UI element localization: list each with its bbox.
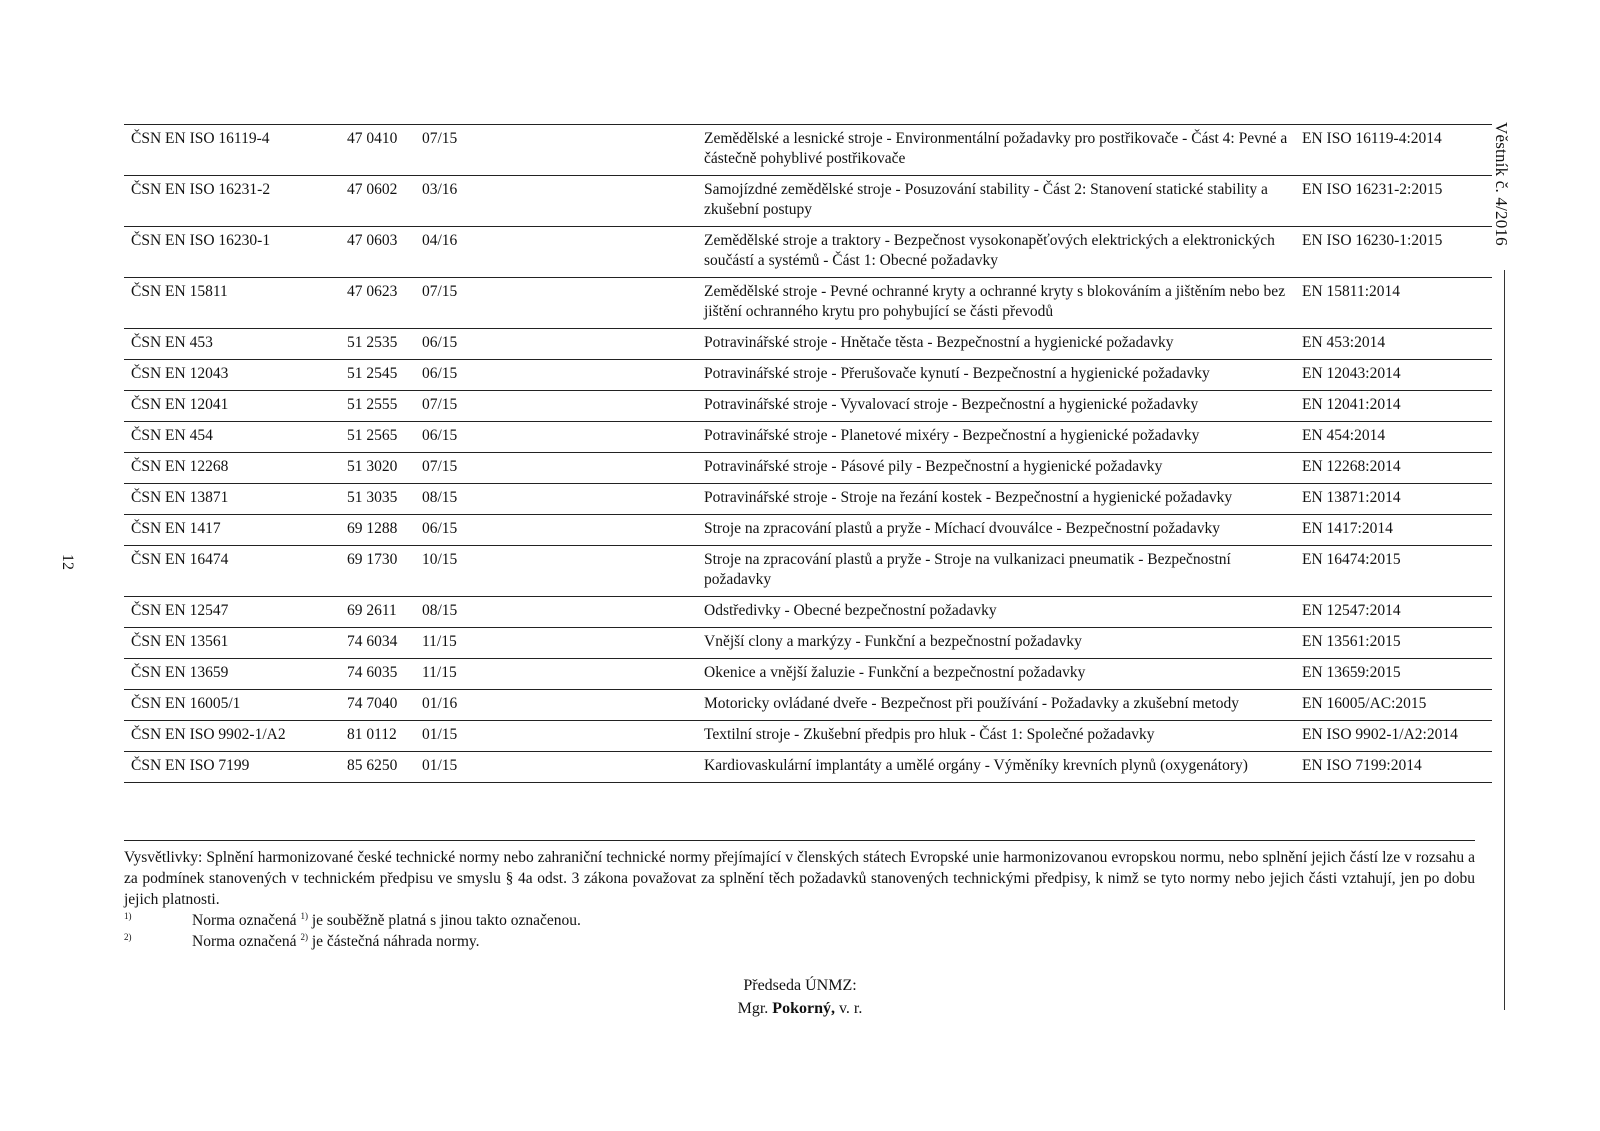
table-row — [124, 360, 1492, 391]
classification-cell: 51 3035 — [347, 484, 422, 515]
date-cell: 01/15 — [422, 721, 704, 752]
title-cell: Stroje na zpracování plastů a pryže - Stroje na vulkanizaci pneumatik - Bezpečnostní požadavky — [704, 546, 1302, 597]
margin-rule — [1504, 270, 1505, 1010]
csn-number-cell: ČSN EN 1417 — [124, 515, 347, 546]
table-row — [124, 752, 1492, 783]
table-row — [124, 227, 1492, 278]
csn-number-cell: ČSN EN 13659 — [124, 659, 347, 690]
title-cell: Zemědělské stroje a traktory - Bezpečnost vysokonapěťových elektrických a elektronických součástí a systémů - Část 1: Obecné požadavky — [704, 227, 1302, 278]
csn-number-cell: ČSN EN 12547 — [124, 597, 347, 628]
title-cell: Potravinářské stroje - Hnětače těsta - Bezpečnostní a hygienické požadavky — [704, 329, 1302, 360]
title-cell: Textilní stroje - Zkušební předpis pro hluk - Část 1: Společné požadavky — [704, 721, 1302, 752]
date-cell: 06/15 — [422, 360, 704, 391]
title-cell: Kardiovaskulární implantáty a umělé orgány - Výměníky krevních plynů (oxygenátory) — [704, 752, 1302, 783]
classification-cell: 69 1288 — [347, 515, 422, 546]
date-cell: 11/15 — [422, 628, 704, 659]
classification-cell: 81 0112 — [347, 721, 422, 752]
table-row — [124, 176, 1492, 227]
date-cell: 08/15 — [422, 597, 704, 628]
en-standard-cell: EN 13659:2015 — [1302, 659, 1492, 690]
classification-cell: 51 2545 — [347, 360, 422, 391]
signature-name-line — [650, 997, 950, 1020]
footnote-2 — [124, 931, 1475, 952]
explanation-text: Vysvětlivky: Splnění harmonizované české technické normy nebo zahraniční technické normy přejímající v členských státech Evropské unie harmonizovanou evropskou normu, nebo splnění jejich částí lze v rozsahu a za podmínek stanovených v technickém předpisu ve smyslu § 4a odst. 3 zákona považovat za splnění těch požadavků stanovených technickými předpisy, k nimž se tyto normy nebo jejich části vztahují, jen po dobu jejich platnosti. — [124, 849, 1475, 908]
date-cell: 06/15 — [422, 422, 704, 453]
table-row — [124, 278, 1492, 329]
date-cell: 07/15 — [422, 278, 704, 329]
en-standard-cell: EN 16474:2015 — [1302, 546, 1492, 597]
footnote-text — [192, 931, 480, 952]
signature-suffix: v. r. — [838, 1000, 863, 1017]
date-cell: 03/16 — [422, 176, 704, 227]
table-row — [124, 546, 1492, 597]
csn-number-cell: ČSN EN 13561 — [124, 628, 347, 659]
footnote-text-after: je souběžně platná s jinou takto označenou. — [311, 912, 581, 929]
table-row — [124, 125, 1492, 176]
classification-cell: 74 6034 — [347, 628, 422, 659]
csn-number-cell: ČSN EN 13871 — [124, 484, 347, 515]
en-standard-cell: EN 13561:2015 — [1302, 628, 1492, 659]
classification-cell: 51 2565 — [347, 422, 422, 453]
footnote-sup: 2) — [300, 932, 308, 942]
date-cell: 01/15 — [422, 752, 704, 783]
page-number: 12 — [59, 554, 76, 570]
title-cell: Motoricky ovládané dveře - Bezpečnost při používání - Požadavky a zkušební metody — [704, 690, 1302, 721]
csn-number-cell: ČSN EN ISO 9902-1/A2 — [124, 721, 347, 752]
classification-cell: 85 6250 — [347, 752, 422, 783]
title-cell: Samojízdné zemědělské stroje - Posuzování stability - Část 2: Stanovení statické stability a zkušební postupy — [704, 176, 1302, 227]
en-standard-cell: EN 15811:2014 — [1302, 278, 1492, 329]
csn-number-cell: ČSN EN ISO 16119-4 — [124, 125, 347, 176]
en-standard-cell: EN 12268:2014 — [1302, 453, 1492, 484]
classification-cell: 74 6035 — [347, 659, 422, 690]
signature-role: Předseda ÚNMZ: — [743, 977, 857, 994]
en-standard-cell: EN ISO 16119-4:2014 — [1302, 125, 1492, 176]
en-standard-cell: EN ISO 16231-2:2015 — [1302, 176, 1492, 227]
en-standard-cell: EN ISO 7199:2014 — [1302, 752, 1492, 783]
date-cell: 06/15 — [422, 515, 704, 546]
en-standard-cell: EN 13871:2014 — [1302, 484, 1492, 515]
footnote-mark: 1) — [124, 911, 132, 921]
classification-cell: 47 0410 — [347, 125, 422, 176]
en-standard-cell: EN ISO 16230-1:2015 — [1302, 227, 1492, 278]
date-cell: 08/15 — [422, 484, 704, 515]
table-row — [124, 329, 1492, 360]
date-cell: 01/16 — [422, 690, 704, 721]
title-cell: Odstředivky - Obecné bezpečnostní požadavky — [704, 597, 1302, 628]
classification-cell: 51 2555 — [347, 391, 422, 422]
footnote-text-before: Norma označená — [192, 933, 297, 950]
title-cell: Potravinářské stroje - Vyvalovací stroje - Bezpečnostní a hygienické požadavky — [704, 391, 1302, 422]
journal-title: Věstník č. 4/2016 — [1492, 122, 1511, 246]
footnote-1 — [124, 910, 1475, 931]
table-row — [124, 453, 1492, 484]
table-row — [124, 597, 1492, 628]
csn-number-cell: ČSN EN 16474 — [124, 546, 347, 597]
date-cell: 07/15 — [422, 391, 704, 422]
date-cell: 04/16 — [422, 227, 704, 278]
footnote-text-after: je částečná náhrada normy. — [311, 933, 480, 950]
csn-number-cell: ČSN EN 454 — [124, 422, 347, 453]
csn-number-cell: ČSN EN ISO 16231-2 — [124, 176, 347, 227]
title-cell: Potravinářské stroje - Pásové pily - Bezpečnostní a hygienické požadavky — [704, 453, 1302, 484]
footnote-text-before: Norma označená — [192, 912, 297, 929]
classification-cell: 47 0623 — [347, 278, 422, 329]
signature-name: Pokorný, — [772, 1000, 835, 1017]
footnote-text — [192, 910, 581, 931]
table-row — [124, 690, 1492, 721]
table-row — [124, 422, 1492, 453]
norms-table — [124, 124, 1492, 783]
signature-block — [650, 974, 950, 1020]
footnote-sup: 1) — [300, 911, 308, 921]
table-row — [124, 659, 1492, 690]
en-standard-cell: EN 1417:2014 — [1302, 515, 1492, 546]
title-cell: Vnější clony a markýzy - Funkční a bezpečnostní požadavky — [704, 628, 1302, 659]
csn-number-cell: ČSN EN 453 — [124, 329, 347, 360]
date-cell: 11/15 — [422, 659, 704, 690]
footnote-mark: 2) — [124, 932, 132, 942]
title-cell: Okenice a vnější žaluzie - Funkční a bezpečnostní požadavky — [704, 659, 1302, 690]
table-row — [124, 484, 1492, 515]
en-standard-cell: EN ISO 9902-1/A2:2014 — [1302, 721, 1492, 752]
csn-number-cell: ČSN EN 15811 — [124, 278, 347, 329]
csn-number-cell: ČSN EN 12268 — [124, 453, 347, 484]
table-row — [124, 391, 1492, 422]
en-standard-cell: EN 12547:2014 — [1302, 597, 1492, 628]
date-cell: 06/15 — [422, 329, 704, 360]
classification-cell: 69 1730 — [347, 546, 422, 597]
table-row — [124, 628, 1492, 659]
classification-cell: 51 3020 — [347, 453, 422, 484]
table-row — [124, 721, 1492, 752]
en-standard-cell: EN 453:2014 — [1302, 329, 1492, 360]
en-standard-cell: EN 454:2014 — [1302, 422, 1492, 453]
signature-prefix: Mgr. — [737, 1000, 769, 1017]
csn-number-cell: ČSN EN 12043 — [124, 360, 347, 391]
title-cell: Stroje na zpracování plastů a pryže - Míchací dvouválce - Bezpečnostní požadavky — [704, 515, 1302, 546]
title-cell: Zemědělské stroje - Pevné ochranné kryty a ochranné kryty s blokováním a jištěním nebo bez jištění ochranného krytu pro pohybující se části převodů — [704, 278, 1302, 329]
classification-cell: 47 0603 — [347, 227, 422, 278]
date-cell: 07/15 — [422, 125, 704, 176]
title-cell: Potravinářské stroje - Planetové mixéry - Bezpečnostní a hygienické požadavky — [704, 422, 1302, 453]
csn-number-cell: ČSN EN ISO 16230-1 — [124, 227, 347, 278]
date-cell: 07/15 — [422, 453, 704, 484]
title-cell: Zemědělské a lesnické stroje - Environmentální požadavky pro postřikovače - Část 4: Pevné a částečně pohyblivé postřikovače — [704, 125, 1302, 176]
en-standard-cell: EN 12041:2014 — [1302, 391, 1492, 422]
csn-number-cell: ČSN EN 12041 — [124, 391, 347, 422]
classification-cell: 47 0602 — [347, 176, 422, 227]
csn-number-cell: ČSN EN 16005/1 — [124, 690, 347, 721]
date-cell: 10/15 — [422, 546, 704, 597]
title-cell: Potravinářské stroje - Přerušovače kynutí - Bezpečnostní a hygienické požadavky — [704, 360, 1302, 391]
classification-cell: 69 2611 — [347, 597, 422, 628]
title-cell: Potravinářské stroje - Stroje na řezání kostek - Bezpečnostní a hygienické požadavky — [704, 484, 1302, 515]
notes-section — [124, 840, 1475, 952]
classification-cell: 51 2535 — [347, 329, 422, 360]
norms-table-body — [124, 125, 1492, 783]
csn-number-cell: ČSN EN ISO 7199 — [124, 752, 347, 783]
en-standard-cell: EN 16005/AC:2015 — [1302, 690, 1492, 721]
table-row — [124, 515, 1492, 546]
en-standard-cell: EN 12043:2014 — [1302, 360, 1492, 391]
classification-cell: 74 7040 — [347, 690, 422, 721]
